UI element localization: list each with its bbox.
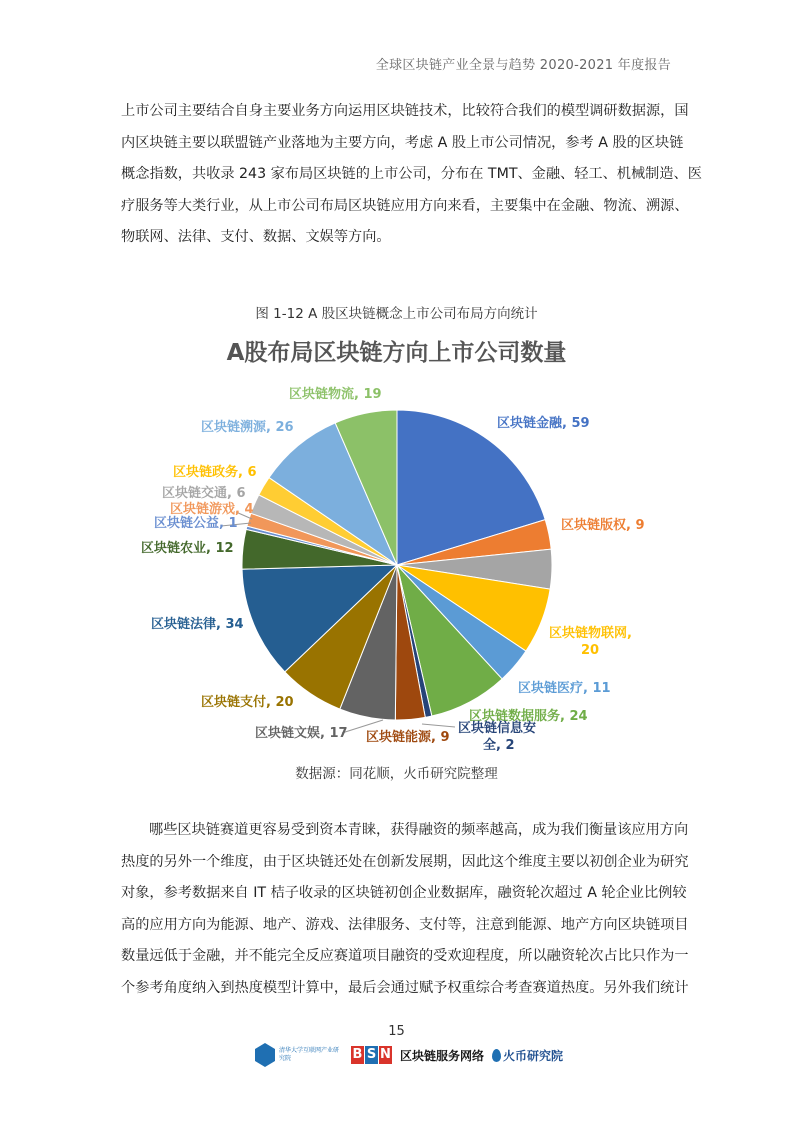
pie-label: 区块链能源, 9: [366, 730, 450, 745]
pie-label: 区块链政务, 6: [173, 465, 257, 480]
pie-label: 区块链文娱, 17: [255, 726, 348, 741]
pie-label: 区块链游戏, 4: [170, 502, 254, 517]
page-header: 全球区块链产业全景与趋势 2020-2021 年度报告: [375, 58, 671, 73]
leader-line: [422, 724, 455, 727]
paragraph-2-line: 哪些区块链赛道更容易受到资本青睐，获得融资的频率越高，成为我们衡量该应用方向: [149, 822, 689, 838]
pie-label: 区块链公益, 1: [154, 516, 238, 531]
figure-caption: 图 1-12 A 股区块链概念上市公司布局方向统计: [255, 306, 538, 322]
tsinghua-logo: [255, 1043, 343, 1067]
paragraph-1-line: 内区块链主要以联盟链产业落地为主要方向，考虑 A 股上市公司情况，参考 A 股的区块链: [121, 134, 684, 151]
pie-label: 区块链溯源, 26: [201, 420, 294, 435]
flame-drop-icon: [492, 1049, 501, 1062]
huobi-logo: [492, 1047, 563, 1064]
huobi-logo-text: 火币研究院: [503, 1048, 564, 1063]
pie-label: 区块链信息安全, 2: [458, 721, 537, 753]
bsn-letter-b: B: [352, 1047, 363, 1062]
paragraph-1-line: 概念指数，共收录 243 家布局区块链的上市公司，分布在 TMT、金融、轻工、机械制造、医: [121, 166, 702, 182]
paragraph-2-line: 对象，参考数据来自 IT 桔子收录的区块链初创企业数据库，融资轮次超过 A 轮企业比例较: [121, 885, 687, 901]
chart-title: A股布局区块链方向上市公司数量: [226, 340, 567, 366]
pie-label: 区块链版权, 9: [561, 518, 645, 533]
pie-label: 区块链物流, 19: [289, 387, 382, 402]
paragraph-2-line: 数量远低于金融，并不能完全反应赛道项目融资的受欢迎程度，所以融资轮次占比只作为一: [121, 948, 689, 964]
figure-source: 数据源：同花顺，火币研究院整理: [295, 766, 498, 782]
footer-logos: [255, 1040, 563, 1070]
page-number: 15: [388, 1024, 405, 1039]
pie-label: 区块链法律, 34: [151, 617, 244, 632]
bsn-letter-s: S: [366, 1047, 377, 1062]
paragraph-1-line: 疗服务等大类行业，从上市公司布局区块链应用方向来看，主要集中在金融、物流、溯源、: [121, 197, 689, 214]
paragraph-2: [121, 815, 689, 1004]
pie-label: 区块链金融, 59: [497, 416, 590, 431]
tsinghua-logo-text: 清华大学互联网产业研究院: [279, 1047, 340, 1062]
bsn-letter-n: N: [380, 1047, 391, 1062]
hexagon-logo-icon: [255, 1043, 275, 1067]
pie-label: 区块链农业, 12: [141, 541, 234, 556]
bsn-logo: [351, 1046, 392, 1064]
pie-label: 区块链医疗, 11: [518, 681, 611, 696]
paragraph-1-line: 物联网、法律、支付、数据、文娱等方向。: [121, 229, 391, 245]
paragraph-2-line: 个参考角度纳入到热度模型计算中，最后会通过赋予权重综合考查赛道热度。另外我们统计: [121, 979, 689, 996]
pie-label: 区块链数据服务, 24: [469, 709, 588, 724]
pie-label: 区块链交通, 6: [162, 486, 246, 501]
pie-label: 区块链支付, 20: [201, 695, 294, 710]
pie-label: 区块链物联网, 20: [549, 626, 632, 658]
bsn-logo-text: 区块链服务网络: [400, 1048, 485, 1063]
paragraph-2-line: 热度的另外一个维度，由于区块链还处在创新发展期，因此这个维度主要以初创企业为研究: [121, 853, 689, 870]
paragraph-1-line: 上市公司主要结合自身主要业务方向运用区块链技术，比较符合我们的模型调研数据源，国: [121, 103, 689, 119]
paragraph-2-line: 高的应用方向为能源、地产、游戏、法律服务、支付等，注意到能源、地产方向区块链项目: [121, 916, 689, 933]
